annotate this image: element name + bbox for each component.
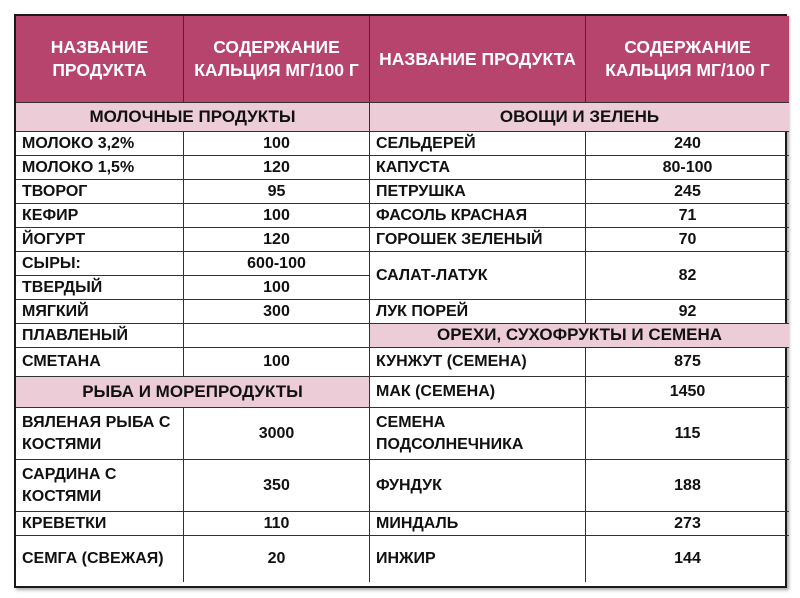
calcium-value: 100	[184, 276, 370, 300]
category-dairy: МОЛОЧНЫЕ ПРОДУКТЫ	[16, 103, 370, 132]
calcium-value: 110	[184, 512, 370, 536]
calcium-value: 875	[586, 348, 789, 377]
product-name: КАПУСТА	[370, 156, 586, 180]
product-name: ИНЖИР	[370, 536, 586, 582]
product-name: МАК (СЕМЕНА)	[370, 377, 586, 408]
header-product-name-left: НАЗВАНИЕ ПРОДУКТА	[16, 16, 184, 103]
calcium-value: 300	[184, 300, 370, 324]
calcium-value: 82	[586, 252, 789, 300]
product-name: КУНЖУТ (СЕМЕНА)	[370, 348, 586, 377]
product-name: ТВЕРДЫЙ	[16, 276, 184, 300]
calcium-value: 20	[184, 536, 370, 582]
category-vegetables: ОВОЩИ И ЗЕЛЕНЬ	[370, 103, 789, 132]
product-name: ЙОГУРТ	[16, 228, 184, 252]
product-name: КРЕВЕТКИ	[16, 512, 184, 536]
product-name: ЛУК ПОРЕЙ	[370, 300, 586, 324]
calcium-value: 70	[586, 228, 789, 252]
calcium-value: 120	[184, 156, 370, 180]
calcium-value: 100	[184, 348, 370, 377]
category-fish: РЫБА И МОРЕПРОДУКТЫ	[16, 377, 370, 408]
calcium-content-table	[14, 14, 787, 588]
calcium-value: 100	[184, 132, 370, 156]
product-name: СЕЛЬДЕРЕЙ	[370, 132, 586, 156]
product-name: МИНДАЛЬ	[370, 512, 586, 536]
product-name: СЫРЫ:	[16, 252, 184, 276]
product-name: САЛАТ-ЛАТУК	[370, 252, 586, 300]
calcium-value: 144	[674, 550, 701, 568]
calcium-value: 71	[586, 204, 789, 228]
header-calcium-left: СОДЕРЖАНИЕ КАЛЬЦИЯ МГ/100 Г	[184, 16, 370, 103]
calcium-value	[184, 324, 370, 348]
product-name: ФАСОЛЬ КРАСНАЯ	[370, 204, 586, 228]
calcium-value: 240	[586, 132, 789, 156]
product-name: КЕФИР	[16, 204, 184, 228]
calcium-value: 80-100	[586, 156, 789, 180]
calcium-value: 245	[586, 180, 789, 204]
product-name: ВЯЛЕНАЯ РЫБА С КОСТЯМИ	[16, 408, 184, 460]
category-nuts: ОРЕХИ, СУХОФРУКТЫ И СЕМЕНА	[370, 324, 789, 348]
product-name: ФУНДУК	[370, 460, 586, 512]
header-product-name-right: НАЗВАНИЕ ПРОДУКТА	[370, 16, 586, 103]
calcium-value: 188	[586, 460, 789, 512]
product-name: СЕМЕНА ПОДСОЛНЕЧНИКА	[370, 408, 586, 460]
product-name: СЕМГА (СВЕЖАЯ)	[16, 536, 184, 582]
calcium-value: 115	[586, 408, 789, 460]
calcium-value: 273	[586, 512, 789, 536]
product-name: ПЕТРУШКА	[370, 180, 586, 204]
product-name: МОЛОКО 1,5%	[16, 156, 184, 180]
calcium-value: 600-100	[184, 252, 370, 276]
product-name: СМЕТАНА	[16, 348, 184, 377]
product-name: ТВОРОГ	[16, 180, 184, 204]
product-name: МЯГКИЙ	[16, 300, 184, 324]
product-name: ГОРОШЕК ЗЕЛЕНЫЙ	[370, 228, 586, 252]
calcium-value: 1450	[586, 377, 789, 408]
calcium-value: 92	[586, 300, 789, 324]
calcium-value: 120	[184, 228, 370, 252]
calcium-value: 100	[184, 204, 370, 228]
product-name: САРДИНА С КОСТЯМИ	[16, 460, 184, 512]
calcium-value: 350	[184, 460, 370, 512]
product-name: МОЛОКО 3,2%	[16, 132, 184, 156]
calcium-value: 3000	[184, 408, 370, 460]
product-name: ПЛАВЛЕНЫЙ	[16, 324, 184, 348]
header-calcium-right: СОДЕРЖАНИЕ КАЛЬЦИЯ МГ/100 Г	[586, 16, 789, 103]
calcium-value: 95	[184, 180, 370, 204]
